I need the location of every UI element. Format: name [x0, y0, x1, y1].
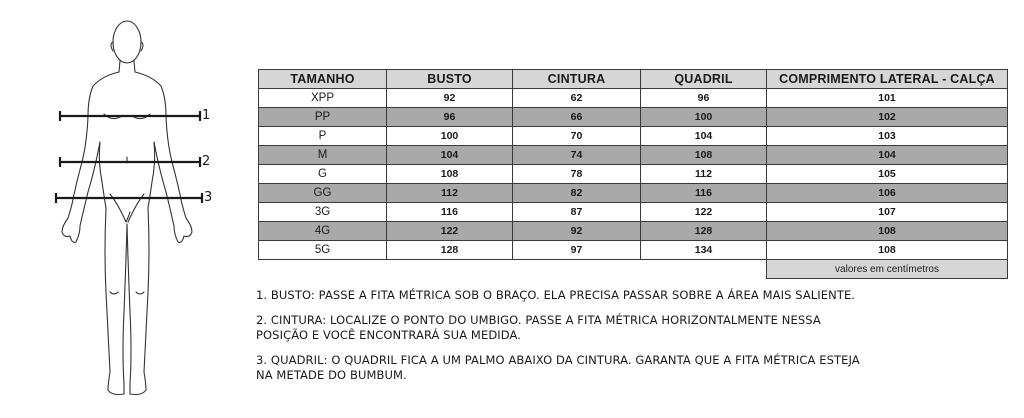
table-row — [259, 184, 1008, 203]
cintura-cell: 74 — [513, 146, 641, 165]
bust-measure-line — [60, 111, 200, 121]
quadril-cell: 116 — [641, 184, 767, 203]
instruction-quadril-line-1: 3. QUADRIL: O QUADRIL FICA A UM PALMO ABAIXO DA CINTURA. GARANTA QUE A FITA MÉTRICA ESTEJA — [256, 352, 860, 367]
table-row — [259, 203, 1008, 222]
comprimento-cell: 105 — [767, 165, 1008, 184]
header-busto: BUSTO — [387, 70, 513, 89]
size-chart-table — [258, 69, 1008, 279]
busto-cell: 128 — [387, 241, 513, 260]
header-quadril: QUADRIL — [641, 70, 767, 89]
body-measurement-figure — [40, 12, 230, 408]
comprimento-cell: 108 — [767, 222, 1008, 241]
table-header-row — [259, 70, 1008, 89]
cintura-cell: 97 — [513, 241, 641, 260]
busto-cell: 122 — [387, 222, 513, 241]
comprimento-cell: 102 — [767, 108, 1008, 127]
header-tamanho: TAMANHO — [259, 70, 387, 89]
marker-1-label: 1 — [202, 108, 211, 123]
comprimento-cell: 104 — [767, 146, 1008, 165]
cintura-cell: 92 — [513, 222, 641, 241]
marker-3-label: 3 — [204, 190, 213, 205]
measurement-instructions — [256, 288, 896, 393]
cintura-cell: 66 — [513, 108, 641, 127]
size-cell: PP — [259, 108, 387, 127]
hip-measure-line — [56, 193, 202, 203]
size-cell: GG — [259, 184, 387, 203]
table-row — [259, 127, 1008, 146]
quadril-cell: 134 — [641, 241, 767, 260]
cintura-cell: 70 — [513, 127, 641, 146]
busto-cell: 100 — [387, 127, 513, 146]
quadril-cell: 112 — [641, 165, 767, 184]
size-cell: XPP — [259, 89, 387, 108]
marker-2-label: 2 — [202, 154, 211, 169]
cintura-cell: 82 — [513, 184, 641, 203]
busto-cell: 108 — [387, 165, 513, 184]
size-cell: G — [259, 165, 387, 184]
table-row — [259, 241, 1008, 260]
table-note-row — [259, 260, 1008, 279]
instruction-cintura-line-2: POSIÇÃO E VOCÊ ENCONTRARÁ SUA MEDIDA. — [256, 328, 522, 342]
header-comprimento: COMPRIMENTO LATERAL - CALÇA — [767, 70, 1008, 89]
instruction-busto-text: 1. BUSTO: PASSE A FITA MÉTRICA SOB O BRAÇO. ELA PRECISA PASSAR SOBRE A ÁREA MAIS SALIENTE. — [256, 288, 856, 302]
comprimento-cell: 103 — [767, 127, 1008, 146]
measurement-lines — [40, 12, 230, 408]
busto-cell: 92 — [387, 89, 513, 108]
table-row — [259, 222, 1008, 241]
quadril-cell: 104 — [641, 127, 767, 146]
quadril-cell: 96 — [641, 89, 767, 108]
instruction-busto — [256, 288, 896, 304]
comprimento-cell: 106 — [767, 184, 1008, 203]
cintura-cell: 87 — [513, 203, 641, 222]
quadril-cell: 100 — [641, 108, 767, 127]
instruction-cintura-line-1: 2. CINTURA: LOCALIZE O PONTO DO UMBIGO. PASSE A FITA MÉTRICA HORIZONTALMENTE NESSA — [256, 312, 821, 327]
instruction-quadril-line-2: NA METADE DO BUMBUM. — [256, 368, 407, 382]
size-cell: 3G — [259, 203, 387, 222]
comprimento-cell: 107 — [767, 203, 1008, 222]
table-row — [259, 146, 1008, 165]
quadril-cell: 128 — [641, 222, 767, 241]
units-note: valores em centímetros — [767, 260, 1008, 279]
size-cell: P — [259, 127, 387, 146]
busto-cell: 104 — [387, 146, 513, 165]
table-row — [259, 165, 1008, 184]
size-cell: 4G — [259, 222, 387, 241]
table-row — [259, 108, 1008, 127]
comprimento-cell: 101 — [767, 89, 1008, 108]
size-cell: 5G — [259, 241, 387, 260]
comprimento-cell: 108 — [767, 241, 1008, 260]
instruction-cintura — [256, 313, 896, 344]
instruction-quadril — [256, 353, 896, 384]
busto-cell: 112 — [387, 184, 513, 203]
busto-cell: 96 — [387, 108, 513, 127]
quadril-cell: 108 — [641, 146, 767, 165]
table-row — [259, 89, 1008, 108]
busto-cell: 116 — [387, 203, 513, 222]
note-spacer — [259, 260, 767, 279]
waist-measure-line — [60, 157, 200, 167]
header-cintura: CINTURA — [513, 70, 641, 89]
quadril-cell: 122 — [641, 203, 767, 222]
cintura-cell: 62 — [513, 89, 641, 108]
cintura-cell: 78 — [513, 165, 641, 184]
size-cell: M — [259, 146, 387, 165]
